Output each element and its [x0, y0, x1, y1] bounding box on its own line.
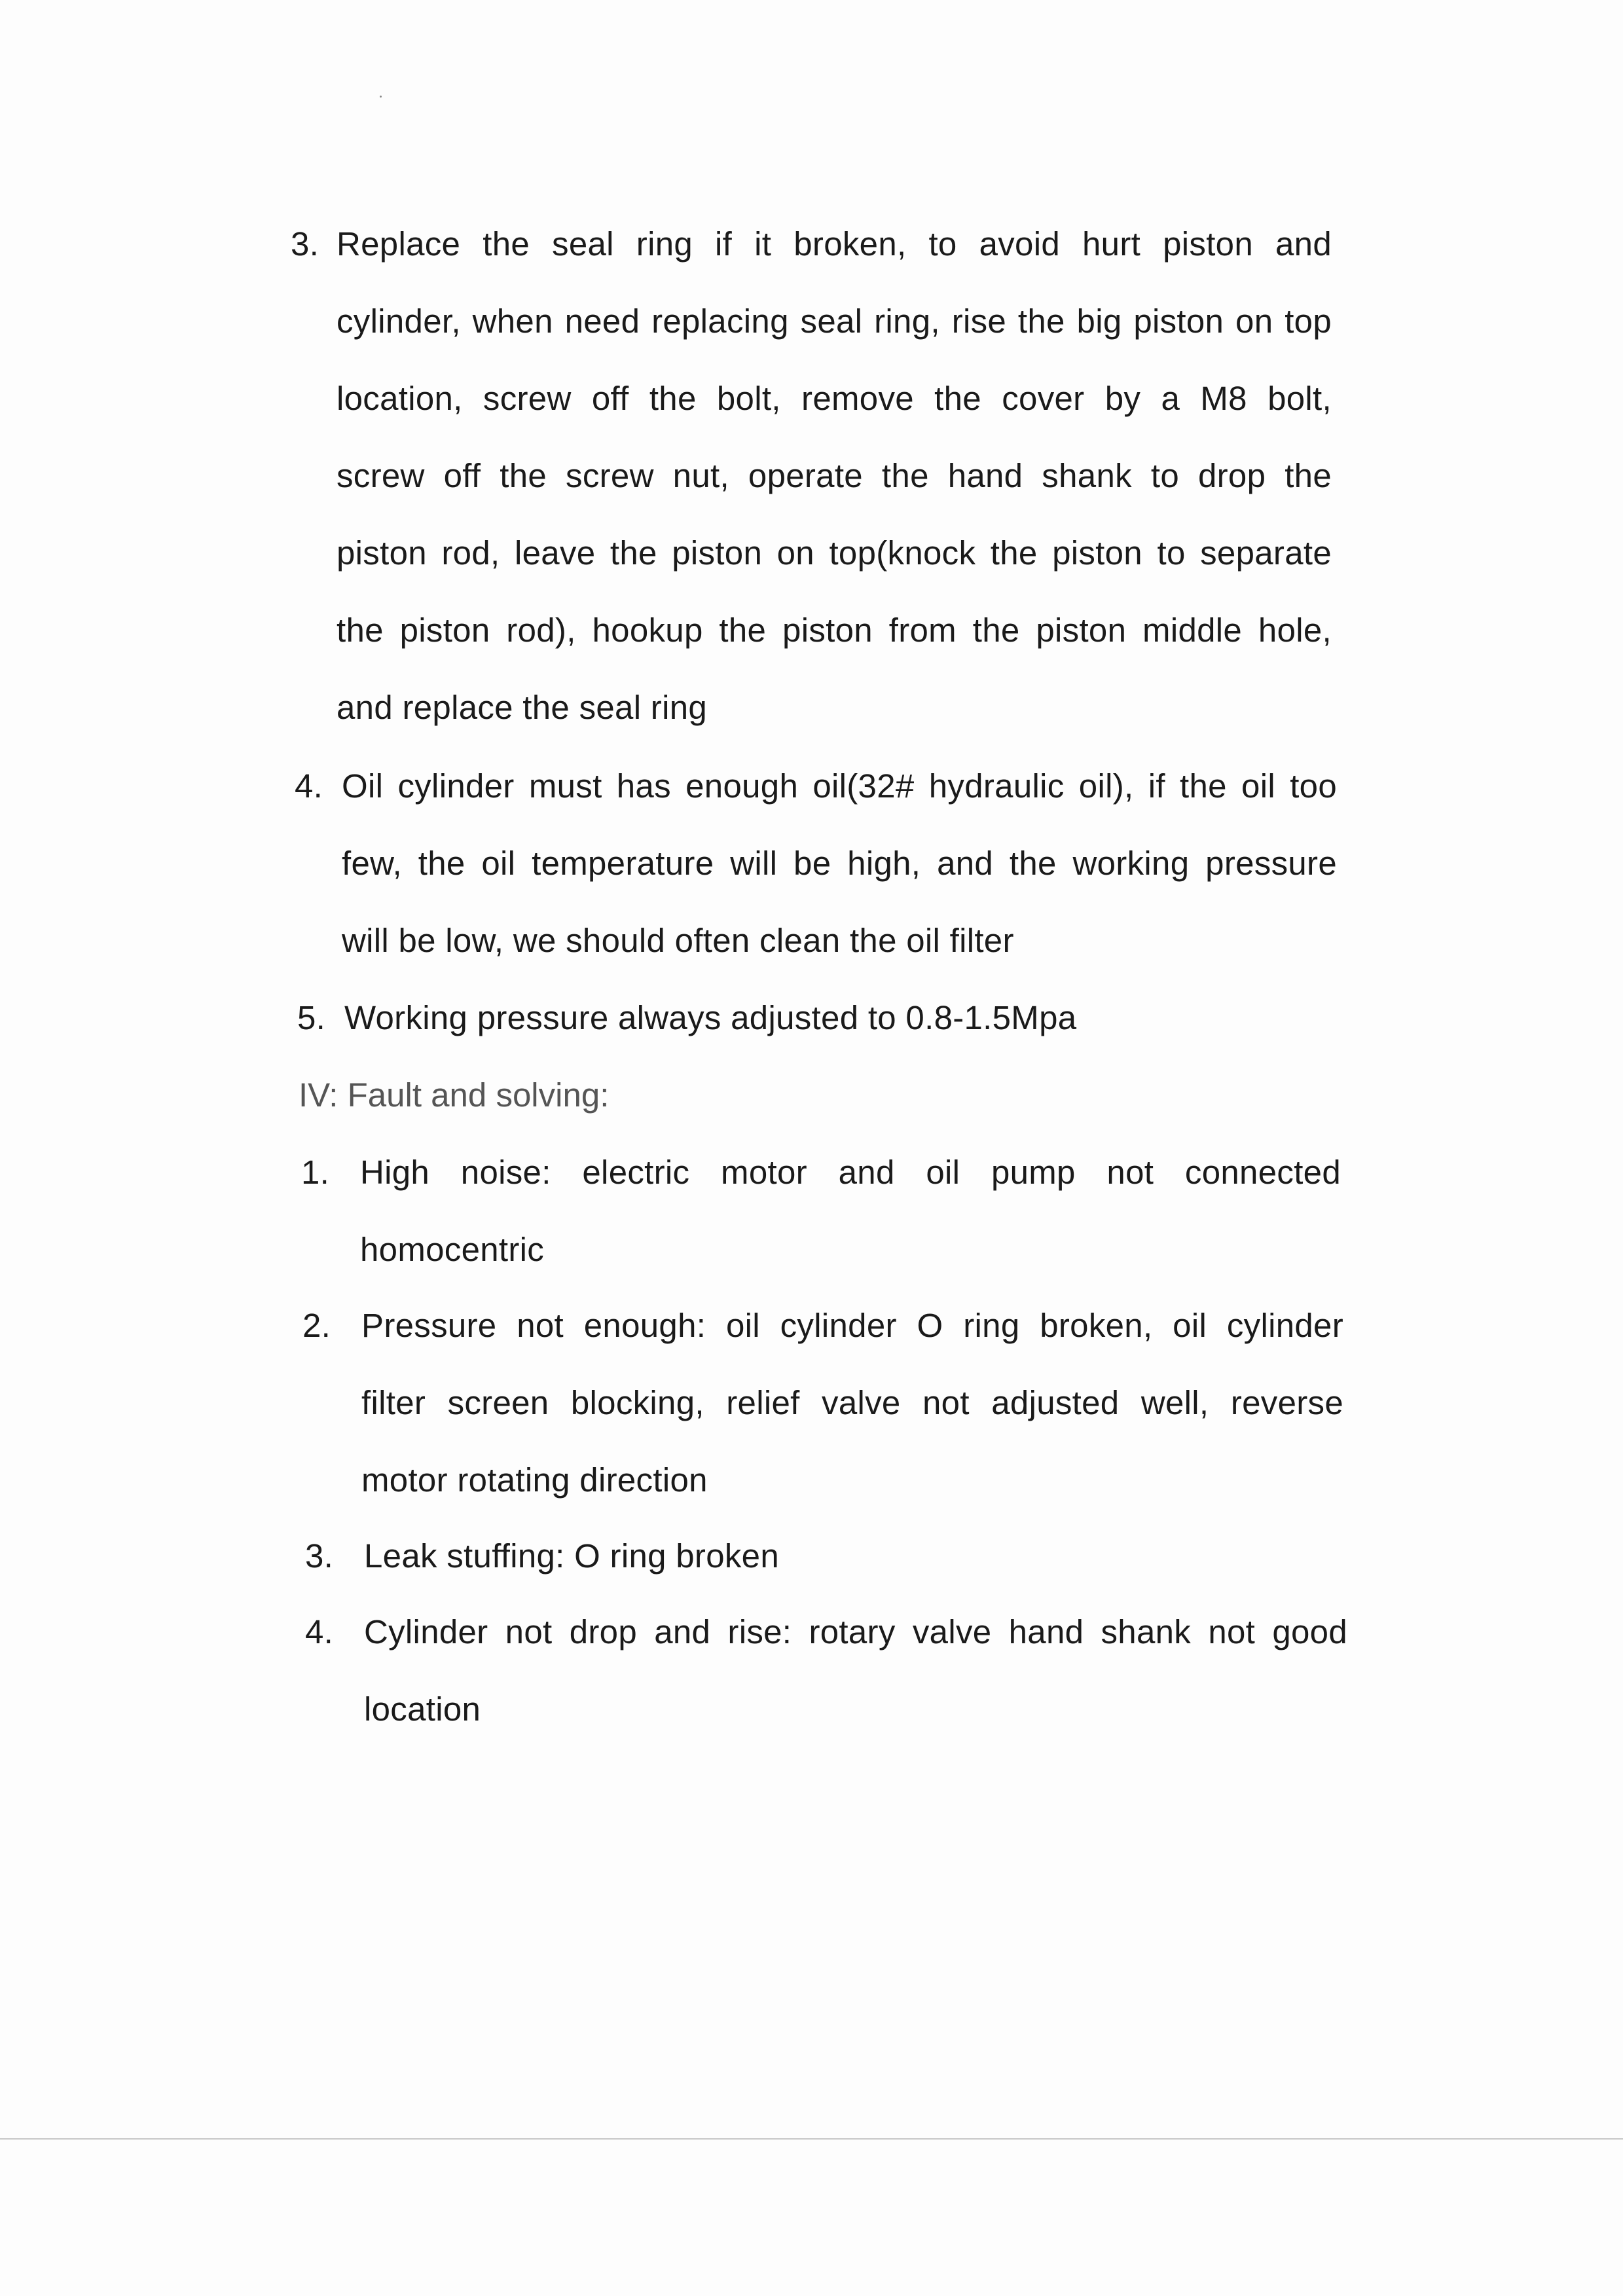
- maintenance-item-4: [295, 748, 1337, 979]
- item-line: location: [364, 1690, 481, 1728]
- fault-item-4: [305, 1594, 1347, 1748]
- item-line: High noise: electric motor and oil pump not connected: [360, 1154, 1341, 1191]
- item-line: motor rotating direction: [361, 1461, 708, 1499]
- item-number: 1.: [301, 1154, 330, 1191]
- item-line: filter screen blocking, relief valve not adjusted well, reverse: [361, 1384, 1343, 1421]
- maintenance-item-3: [291, 206, 1332, 746]
- item-line: Leak stuffing: O ring broken: [364, 1537, 779, 1575]
- item-number: 3.: [305, 1537, 334, 1575]
- item-line: Replace the seal ring if it broken, to avoid hurt piston and: [337, 225, 1332, 263]
- item-line: location, screw off the bolt, remove the cover by a M8 bolt,: [337, 380, 1332, 417]
- item-line: few, the oil temperature will be high, and the working pressure: [342, 845, 1337, 882]
- item-line: homocentric: [360, 1231, 545, 1268]
- fault-item-3: [305, 1518, 1345, 1595]
- item-number: 2.: [302, 1307, 331, 1344]
- item-line: will be low, we should often clean the oil filter: [342, 922, 1014, 959]
- item-number: 4.: [295, 767, 323, 805]
- maintenance-item-5: [297, 979, 1338, 1057]
- item-number: 3.: [291, 225, 319, 263]
- item-line: cylinder, when need replacing seal ring, rise the big piston on top: [337, 302, 1332, 340]
- section-heading: IV: Fault and solving:: [299, 1076, 610, 1114]
- fault-item-1: [301, 1134, 1341, 1288]
- item-line: piston rod, leave the piston on top(knock the piston to separate: [337, 534, 1332, 572]
- item-line: Cylinder not drop and rise: rotary valve hand shank not good: [364, 1613, 1347, 1650]
- item-line: the piston rod), hookup the piston from the piston middle hole,: [337, 611, 1332, 649]
- item-line: and replace the seal ring: [337, 689, 708, 726]
- item-number: 5.: [297, 999, 326, 1036]
- item-line: Oil cylinder must has enough oil(32# hydraulic oil), if the oil too: [342, 767, 1337, 805]
- scan-speck: [380, 96, 382, 98]
- item-line: Working pressure always adjusted to 0.8-1.5Mpa: [344, 999, 1077, 1036]
- fault-item-2: [302, 1287, 1343, 1519]
- bottom-rule: [0, 2138, 1623, 2140]
- item-number: 4.: [305, 1613, 334, 1650]
- item-line: Pressure not enough: oil cylinder O ring broken, oil cylinder: [361, 1307, 1343, 1344]
- item-line: screw off the screw nut, operate the hand shank to drop the: [337, 457, 1332, 494]
